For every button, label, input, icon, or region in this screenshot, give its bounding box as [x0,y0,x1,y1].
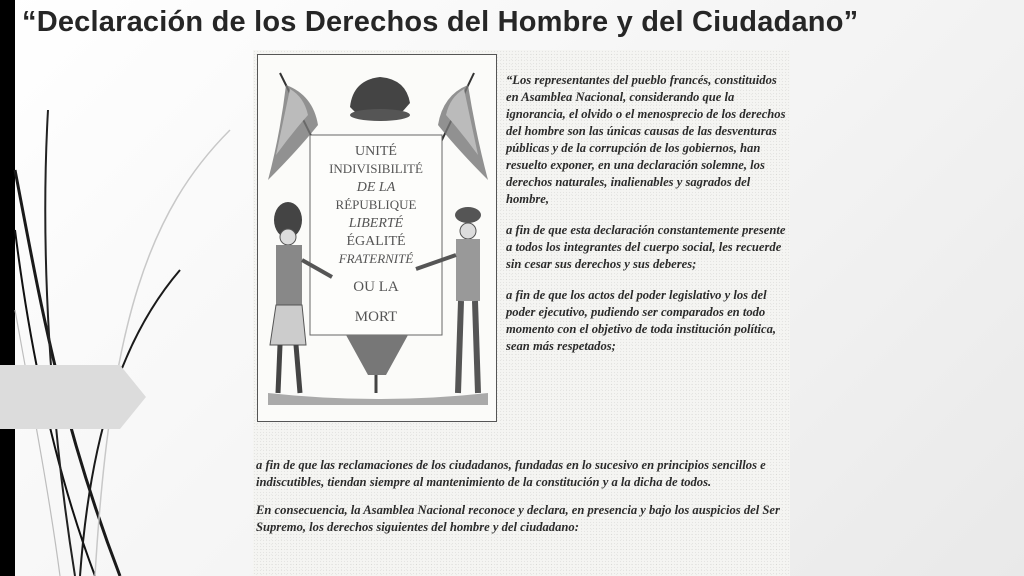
motto-line: INDIVISIBILITÉ [329,161,423,176]
declaration-text-right [506,72,788,369]
motto-line: LIBERTÉ [348,216,404,231]
document-scan [253,50,790,576]
motto-line: ÉGALITÉ [346,234,406,249]
declaration-paragraph: a fin de que las reclamaciones de los ciudadanos, fundadas en lo sucesivo en principios sencillos e indiscutibles, tiendan siempre al mantenimiento de la constitución y a la dicha de todos. [256,458,766,489]
motto-line: UNITÉ [355,144,397,159]
slide-title: “Declaración de los Derechos del Hombre y del Ciudadano” [22,6,859,38]
declaration-text-full [256,457,788,547]
engraving-illustration [258,55,496,421]
motto-line: RÉPUBLIQUE [335,197,417,212]
curved-lines-decoration [0,0,260,576]
declaration-paragraph: a fin de que los actos del poder legislativo y los del poder ejecutivo, pudiendo ser comparados en todo momento con el objetivo de toda institución política, sean más respetados; [506,288,777,353]
arrow-pentagon-tab [0,365,146,429]
motto-line: OU LA [353,279,399,295]
motto-line: DE LA [356,180,396,195]
motto-line: MORT [354,309,398,325]
declaration-paragraph: En consecuencia, la Asamblea Nacional reconoce y declara, en presencia y bajo los auspicios del Ser Supremo, los derechos siguientes del hombre y del ciudadano: [256,503,780,534]
revolutionary-engraving [257,54,497,422]
declaration-paragraph: “Los representantes del pueblo francés, constituidos en Asamblea Nacional, considerando que la ignorancia, el olvido o el menosprecio de los derechos del hombre son las únicas causas de las desventuras públicas y de la corrupción de los gobiernos, han resuelto exponer, en una declaración solemne, los derechos naturales, inalienables y sagrados del hombre, [506,73,786,206]
motto-line: FRATERNITÉ [338,251,414,266]
declaration-paragraph: a fin de que esta declaración constantemente presente a todos los integrantes del cuerpo social, les recuerde sin cesar sus derechos y sus deberes; [506,223,786,271]
